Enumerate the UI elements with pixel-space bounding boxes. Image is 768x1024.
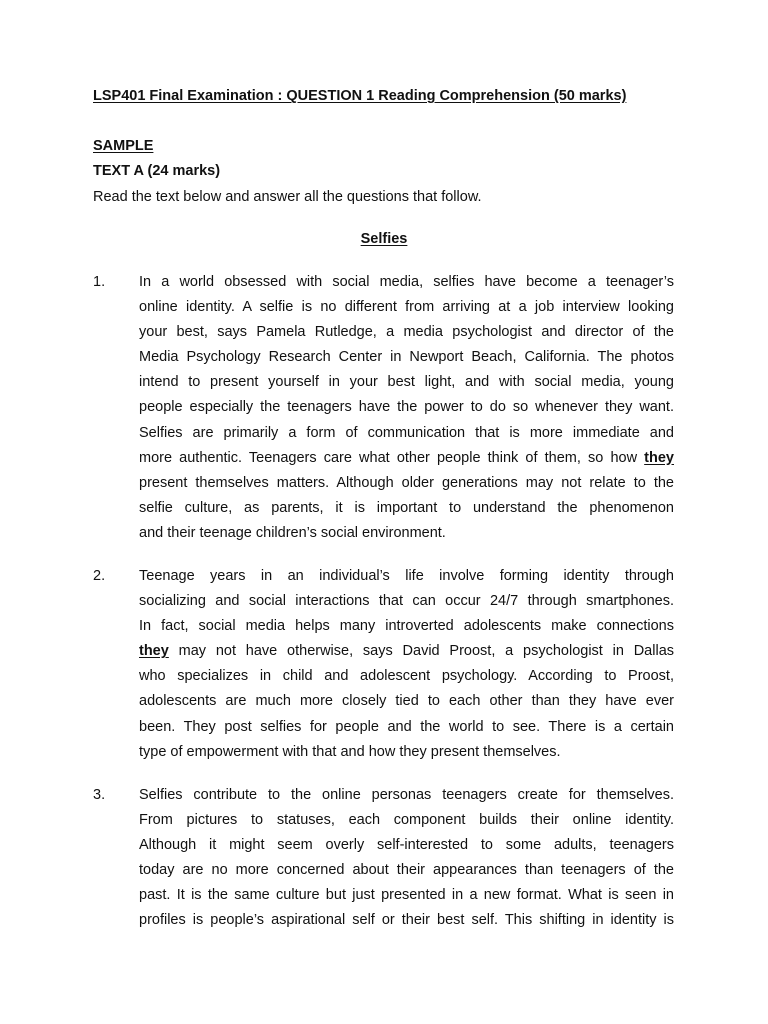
text-line: today are no more concerned about their appearances than teenagers of the <box>139 862 674 879</box>
highlighted-word: they <box>644 449 674 466</box>
text-line: Teenage years in an individual’s life involve forming identity through <box>139 568 674 584</box>
text-line: intend to present yourself in your best light, and with social media, young <box>139 374 674 391</box>
text-line: profiles is people’s aspirational self or their best self. This shifting in identity is <box>139 912 674 929</box>
text-line: Although it might seem overly self-interested to some adults, teenagers <box>139 837 674 854</box>
text-line <box>139 446 674 471</box>
paragraph-text <box>139 564 674 765</box>
article-title: Selfies <box>360 231 408 247</box>
paragraph-number: 1. <box>93 274 106 290</box>
text-section-label: TEXT A (24 marks) <box>93 163 221 179</box>
text-segment: more authentic. Teenagers care what other people think of them, so how <box>139 449 638 466</box>
paragraph-text <box>139 270 674 546</box>
text-line: who specializes in child and adolescent psychology. According to Proost, <box>139 668 674 685</box>
text-line: socializing and social interactions that can occur 24/7 through smartphones. <box>139 593 674 610</box>
highlighted-word: they <box>139 643 169 660</box>
text-line: past. It is the same culture but just presented in a new format. What is seen in <box>139 887 674 904</box>
text-line: In fact, social media helps many introverted adolescents make connections <box>139 618 674 635</box>
paragraph-number: 3. <box>93 787 106 803</box>
text-line: been. They post selfies for people and the world to see. There is a certain <box>139 718 674 735</box>
text-line: Selfies contribute to the online personas teenagers create for themselves. <box>139 787 674 803</box>
instruction-text: Read the text below and answer all the questions that follow. <box>93 189 482 205</box>
text-line: From pictures to statuses, each component builds their online identity. <box>139 812 674 829</box>
text-line: type of empowerment with that and how they present themselves. <box>139 743 561 760</box>
text-line: selfie culture, as parents, it is important to understand the phenomenon <box>139 499 674 516</box>
paragraph-number: 2. <box>93 568 106 584</box>
text-segment: may not have otherwise, says David Proost, a psychologist in Dallas <box>178 643 674 660</box>
text-line: people especially the teenagers have the power to do so whenever they want. <box>139 399 674 416</box>
text-line <box>139 639 674 664</box>
text-line: your best, says Pamela Rutledge, a media psychologist and director of the <box>139 324 674 341</box>
text-line: Selfies are primarily a form of communication that is more immediate and <box>139 424 674 441</box>
text-line: online identity. A selfie is no different from arriving at a job interview looking <box>139 299 674 316</box>
text-line: In a world obsessed with social media, selfies have become a teenager’s <box>139 274 674 290</box>
sample-label: SAMPLE <box>93 138 154 154</box>
exam-title: LSP401 Final Examination : QUESTION 1 Reading Comprehension (50 marks) <box>93 88 627 104</box>
paragraph-text <box>139 783 674 934</box>
text-line: and their teenage children’s social environment. <box>139 524 446 541</box>
text-line: adolescents are much more closely tied to each other than they have ever <box>139 693 674 710</box>
text-line: present themselves matters. Although older generations may not relate to the <box>139 474 674 491</box>
text-line: Media Psychology Research Center in Newport Beach, California. The photos <box>139 349 674 366</box>
